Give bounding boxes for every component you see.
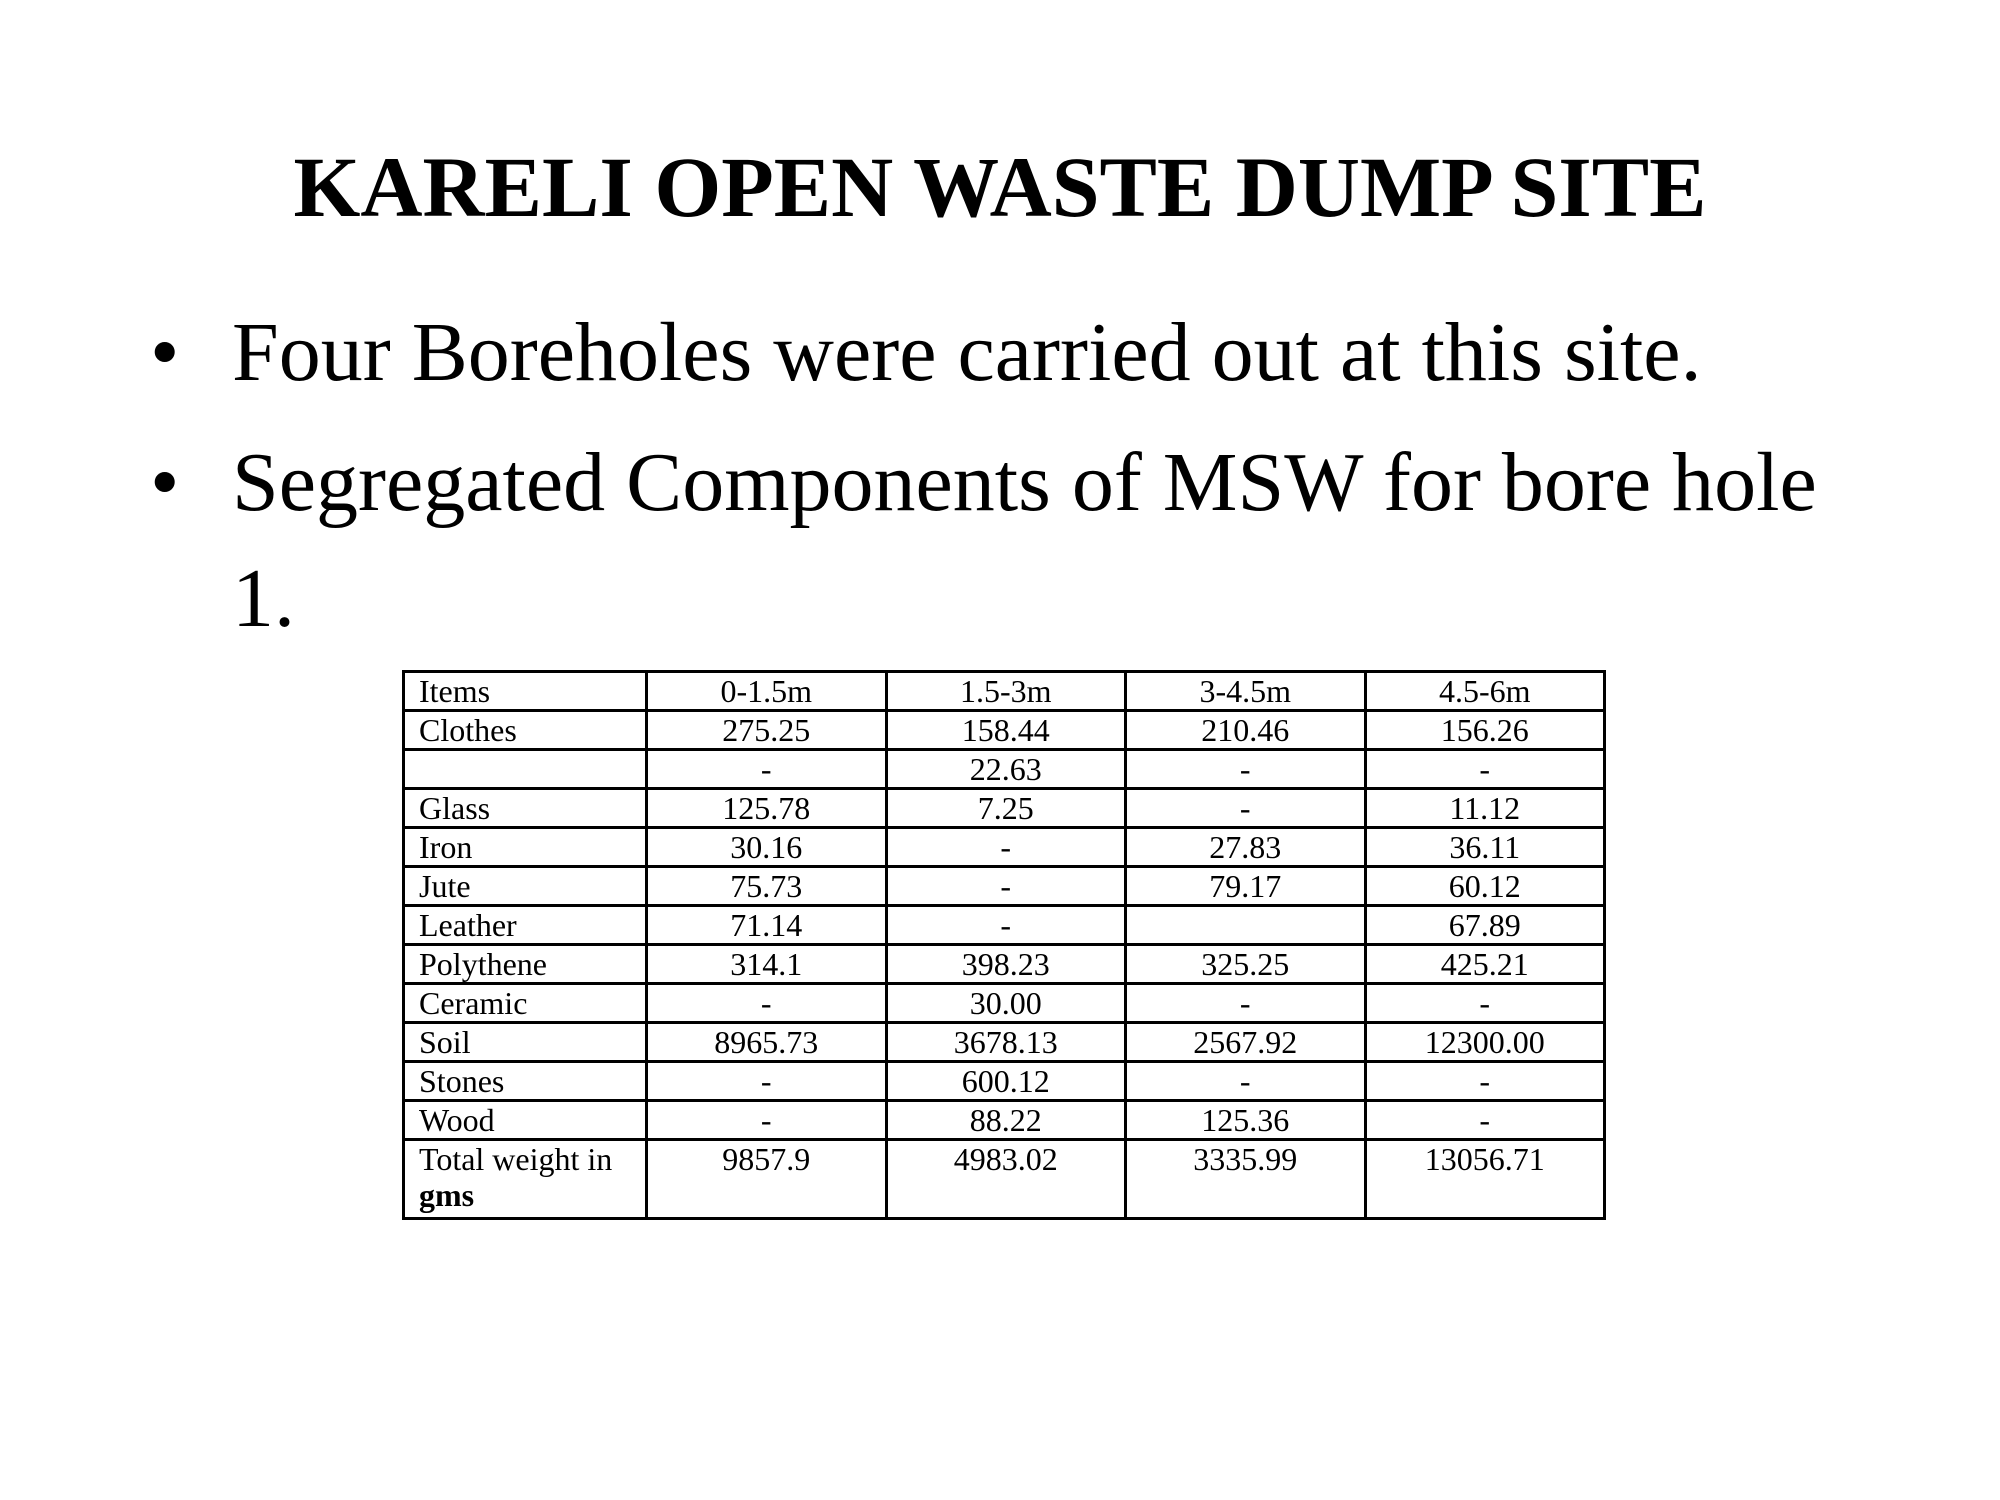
column-header-items: Items xyxy=(404,672,647,711)
bullet-icon: • xyxy=(150,306,180,399)
item-name-cell: Clothes xyxy=(404,711,647,750)
weight-value-cell: 314.1 xyxy=(647,945,887,984)
table-row xyxy=(404,1101,1605,1140)
column-header-depth: 3-4.5m xyxy=(1126,672,1366,711)
total-row xyxy=(404,1140,1605,1219)
weight-value-cell: - xyxy=(886,867,1126,906)
column-header-depth: 4.5-6m xyxy=(1365,672,1605,711)
weight-value-cell: 71.14 xyxy=(647,906,887,945)
table-row xyxy=(404,945,1605,984)
weight-value-cell: 60.12 xyxy=(1365,867,1605,906)
weight-value-cell: 79.17 xyxy=(1126,867,1366,906)
item-name-cell: Glass xyxy=(404,789,647,828)
weight-value-cell: 158.44 xyxy=(886,711,1126,750)
weight-value-cell: 325.25 xyxy=(1126,945,1366,984)
table-row xyxy=(404,906,1605,945)
weight-value-cell: 22.63 xyxy=(886,750,1126,789)
weight-value-cell: 7.25 xyxy=(886,789,1126,828)
weight-value-cell: - xyxy=(647,984,887,1023)
weight-value-cell: 30.00 xyxy=(886,984,1126,1023)
weight-value-cell: 3678.13 xyxy=(886,1023,1126,1062)
table-row xyxy=(404,1062,1605,1101)
total-value-cell: 9857.9 xyxy=(647,1140,887,1219)
bullet-text: Segregated Components of MSW for bore hole 1. xyxy=(232,436,1817,645)
weight-value-cell: 425.21 xyxy=(1365,945,1605,984)
weight-value-cell: 125.78 xyxy=(647,789,887,828)
bullet-item xyxy=(150,295,1870,411)
item-name-cell: Ceramic xyxy=(404,984,647,1023)
item-name-cell: Stones xyxy=(404,1062,647,1101)
weight-value-cell: 156.26 xyxy=(1365,711,1605,750)
table-row xyxy=(404,789,1605,828)
total-value-cell: 3335.99 xyxy=(1126,1140,1366,1219)
weight-value-cell: - xyxy=(886,828,1126,867)
weight-value-cell: - xyxy=(1365,750,1605,789)
item-name-cell: Jute xyxy=(404,867,647,906)
item-name-cell: Wood xyxy=(404,1101,647,1140)
total-label-cell xyxy=(404,1140,647,1219)
weight-value-cell: 275.25 xyxy=(647,711,887,750)
bullet-text: Four Boreholes were carried out at this site. xyxy=(232,306,1702,399)
bullet-icon: • xyxy=(150,436,180,529)
item-name-cell: Polythene xyxy=(404,945,647,984)
item-name-cell xyxy=(404,750,647,789)
weight-value-cell: - xyxy=(647,750,887,789)
msw-components-table xyxy=(402,670,1606,1220)
weight-value-cell: - xyxy=(1126,984,1366,1023)
weight-value-cell: - xyxy=(1365,1101,1605,1140)
weight-value-cell: 36.11 xyxy=(1365,828,1605,867)
weight-value-cell: - xyxy=(647,1101,887,1140)
total-unit: gms xyxy=(419,1177,475,1213)
weight-value-cell: 600.12 xyxy=(886,1062,1126,1101)
weight-value-cell: 12300.00 xyxy=(1365,1023,1605,1062)
weight-value-cell: 8965.73 xyxy=(647,1023,887,1062)
weight-value-cell: 210.46 xyxy=(1126,711,1366,750)
item-name-cell: Soil xyxy=(404,1023,647,1062)
weight-value-cell: 398.23 xyxy=(886,945,1126,984)
total-label: Total weight in xyxy=(419,1141,613,1177)
table-body xyxy=(404,711,1605,1140)
total-value-cell: 13056.71 xyxy=(1365,1140,1605,1219)
weight-value-cell: 125.36 xyxy=(1126,1101,1366,1140)
column-header-depth: 1.5-3m xyxy=(886,672,1126,711)
bullet-list xyxy=(150,295,1870,671)
table-row xyxy=(404,984,1605,1023)
weight-value-cell: - xyxy=(1365,984,1605,1023)
column-header-depth: 0-1.5m xyxy=(647,672,887,711)
weight-value-cell: 30.16 xyxy=(647,828,887,867)
weight-value-cell: - xyxy=(647,1062,887,1101)
weight-value-cell: 67.89 xyxy=(1365,906,1605,945)
item-name-cell: Iron xyxy=(404,828,647,867)
weight-value-cell: 88.22 xyxy=(886,1101,1126,1140)
weight-value-cell: 2567.92 xyxy=(1126,1023,1366,1062)
weight-value-cell: 27.83 xyxy=(1126,828,1366,867)
table-row xyxy=(404,1023,1605,1062)
weight-value-cell: - xyxy=(1126,750,1366,789)
weight-value-cell: - xyxy=(1126,789,1366,828)
weight-value-cell: - xyxy=(886,906,1126,945)
weight-value-cell: - xyxy=(1126,1062,1366,1101)
total-value-cell: 4983.02 xyxy=(886,1140,1126,1219)
bullet-item xyxy=(150,425,1870,657)
slide-title: KARELI OPEN WASTE DUMP SITE xyxy=(293,139,1707,235)
table-row xyxy=(404,867,1605,906)
table-header-row xyxy=(404,672,1605,711)
weight-value-cell: - xyxy=(1365,1062,1605,1101)
weight-value-cell: 75.73 xyxy=(647,867,887,906)
item-name-cell: Leather xyxy=(404,906,647,945)
weight-value-cell: 11.12 xyxy=(1365,789,1605,828)
table-row xyxy=(404,711,1605,750)
weight-value-cell xyxy=(1126,906,1366,945)
table-row xyxy=(404,828,1605,867)
table-row xyxy=(404,750,1605,789)
